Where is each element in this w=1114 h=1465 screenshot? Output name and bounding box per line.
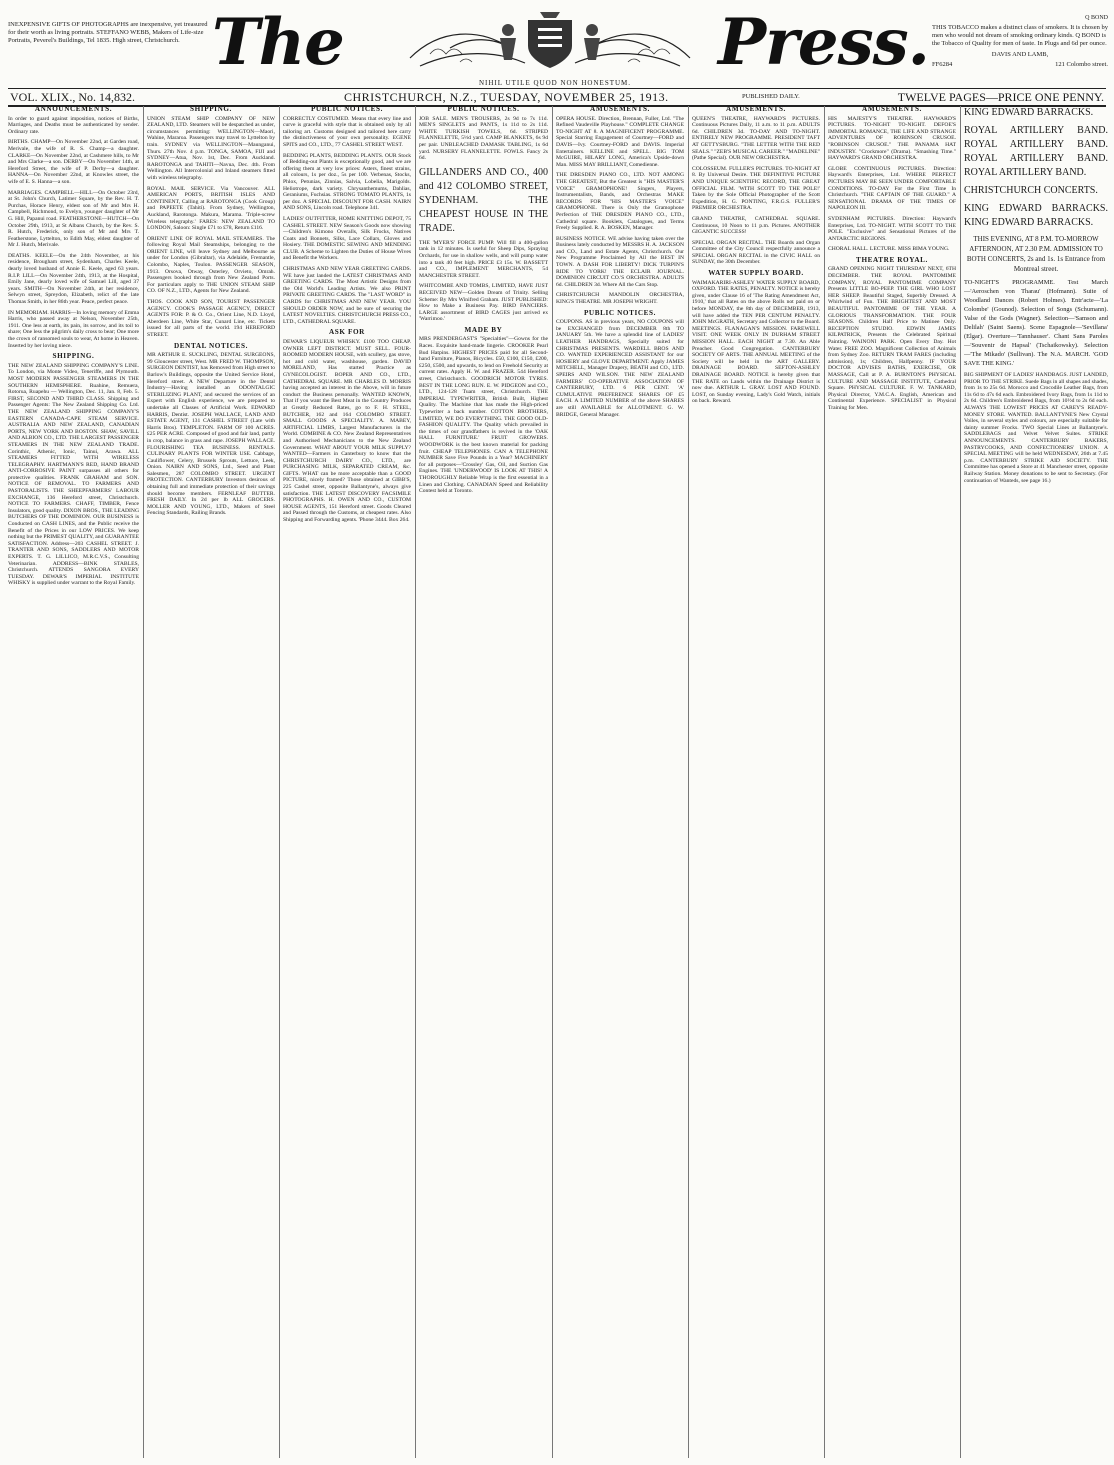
masthead-left-ad-text: INEXPENSIVE GIFTS OF PHOTOGRAPHS are inexpensive, yet treasured for their worth as living portraits. STEFFANO WEBB, Makers of Life-size Portraits, Peverel's Buildings, Tel 1835. High street, Christchurch. [8,20,208,44]
column-heading: ANNOUNCEMENTS. [34,106,113,113]
column-rule [415,106,416,1458]
column-public-notices-2 [419,106,548,1458]
column-amusements-1 [556,106,684,1458]
shipping-and-trade-ads: THE NEW ZEALAND SHIPPING COMPANY'S LINE. To London, via Monte Video, Teneriffe, and Plymouth. MOST MODERN PASSENGER STEAMERS IN THE SOUTHERN HEMISPHERE. Ruahine, Remuera, Rotorua, Ruapehu — Wellington, Dec. 11, Jan. 8, Feb. 5. FIRST, SECOND AND THIRD CLASS. Shipping and Passenger Agents: The New Zealand Shipping Co. Ltd. THE NEW ZEALAND SHIPPING COMPANY'S EASTERN CANADA-CAPE STEAM SERVICE. AUSTRALIA AND NEW ZEALAND, CANADIAN PORTS, NEW YORK AND BOSTON. SHAW, SAVILL AND ALBION CO., LTD. THE LARGEST PASSENGER STEAMERS IN THE NEW ZEALAND TRADE. Corinthic, Athenic, Ionic, Tainui, Arawa. ALL STEAMERS FITTED WITH WIRELESS TELEGRAPHY. HARTMANN'S RED, HAND BRAND ANTI-CORROSIVE PAINT surpasses all others for protective qualities. FRANK GRAHAM and SON. NOTICE OF REMOVAL. TO FARMERS AND PASTORALISTS. THE SHEEPFARMERS' LABOUR EXCHANGE, 136 Hereford street, Christchurch. NOTICE TO FARMERS. CHAFF, TIMBER, Fence Insulators, good quality. DIXON BROS., THE LEADING BUTCHERS OF THE DOMINION. OUR BUSINESS is Conducted on CASH LINES, and the Public receive the Benefit of the Prices in our LOW PRICES. We keep nothing but the PRIMEST QUALITY, and GUARANTEE SATISFACTION. Address—203 CASHEL STREET. J. TRANTER AND SONS, SADDLERS AND MOTOR EXPERTS. T. G. LILLICO, M.R.C.V.S., Consulting Veterinarian. ADDRESS—BINK STABLES, Christchurch. ATTENDS SANGORA EVERY TUESDAY. DEWAR'S IMPERIAL INSTITUTE WHISKY is supplied under warrant to the Royal Family. [8,362,139,587]
column-subheading: DENTAL NOTICES. [174,341,248,350]
column-announcements [8,106,139,1458]
column-subheading: PUBLIC NOTICES. [583,308,657,317]
masthead-title-right: Press. [718,5,929,80]
job-sale-ad: JOB SALE. MEN'S TROUSERS, 2s 9d to 7s 11d. MEN'S SINGLETS and PANTS, 1s 11d to 2s 11d. WHITE TURKISH TOWELS, 6d. STRIPED FLANNELETTE, 5½d yard. CAMP BLANKETS, 6s 9d per pair. UNBLEACHED DAMASK TABLING, 1s 6d yard. NURSERY FLANNELETTE. FOWLS. Fancy 2s 6d. [419,115,548,162]
tailoring-ad: CORRECTLY COSTUMED. Means that every line and curve is graceful with style that is obtained only by all tailoring art. Customs designed and tailored here carry the distinctiveness of your own personality. EGENE SPITS and CO., LTD., 77 CASHEL STREET WEST. [283,115,411,148]
right-ad-body: THIS TOBACCO makes a distinct class of smokers. It is chosen by men who would not dream of smoking ordinary kinds. Q BOND is the Tobacco of Quality for men of taste. In Plugs and 6d per ounce. [932,24,1108,47]
column-rule [279,106,280,1458]
organ-recital-ad: SPECIAL ORGAN RECITAL. THE Boards and Organ Committee of the City Council respectfully announce a SPECIAL ORGAN RECITAL in the CIVIC HALL on SUNDAY, the 30th December. [692,239,820,266]
masthead-right-ad [932,14,1108,69]
globe-pictures-ad: GLOBE CONTINUOUS PICTURES. Direction: Hayward's Enterprises, Ltd. WHERE PERFECT PICTURES MAY BE SEEN UNDER COMFORTABLE CONDITIONS. TO-DAY For the First Time In Christchurch. "THE CAPTAIN OF THE GUARD." A SENSATIONAL DRAMA OF THE TIMES OF NAPOLEON III. [828,165,956,212]
ladies-outfitter-ad: LADIES' OUTFITTER, HOME KNITTING DEPOT, 75 CASHEL STREET. NEW Season's Goods now showing—Children's Kimono Overalls, Silk Frocks, Natives Coats and Bonnets, Silks, Lace Collars, Gloves and Hosiery. THE DOMESTIC SEWING AND MENDING CLUB. A Scheme to Lighten the Duties of House Wives and Benefit the Workers. [283,215,411,262]
right-ad-footer [932,61,1108,69]
concert-times: THIS EVENING, AT 8 P.M. TO-MORROW AFTERNOON, AT 2.30 P.M. ADMISSION TO BOTH CONCERTS, 2s and 1s. 1s Entrance from Montreal street. [966,235,1106,273]
volume-number: VOL. XLIX., No. 14,832. [10,90,135,104]
right-ad-title: Q BOND [1085,15,1108,21]
king-edward-barracks-heading: KING EDWARD BARRACKS. [964,107,1094,118]
column-heading: SHIPPING. [190,106,232,113]
column-amusements-2 [692,106,820,1458]
column-rule [143,106,144,1458]
dateline [8,88,1106,107]
column-heading: PUBLIC NOTICES. [310,106,384,113]
masthead-motto: NIHIL UTILE QUOD NON HONESTUM. [478,79,632,87]
business-notice-ad: BUSINESS NOTICE. WE advise having taken over the Business lately conducted by MESSRS H. A. JACKSON and CO., Land and Estate Agents, Christchurch. Our New Programme Proclaimed by All the BEST IN TOWN. A DASH FOR LIBERTY! DICK TURPIN'S RIDE TO YORK! THE ECLAIR JOURNAL. DOMINION CIRCUIT CO.'S ORCHESTRA. ADULTS 6d. CHILDREN 3d. Where All the Cars Stop. [556,235,684,288]
barracks-repeat-block: KING EDWARD BARRACKS. KING EDWARD BARRACKS. [964,203,1108,228]
column-subheading: THEATRE ROYAL. [856,255,928,264]
masthead-left-ad [8,14,213,51]
board-notices-ads: WAIMAKARIRI-ASHLEY WATER SUPPLY BOARD, OXFORD. THE RATES, PENALTY. NOTICE is hereby given, under Clause 16 of 'The Rating Amendment Act, 1910,' that all Rates on the above Rolls not paid on or before MONDAY, the 8th day of DECEMBER, 1913, will have added the TEN PER CENTUM PENALTY. JOHN McGRATH, Secretary and Collector to the Board. MEETINGS. FLANAGAN'S MISSION. FAREWELL VISIT. ONE WEEK ONLY IN DURHAM STREET MISSION HALL. EACH NIGHT at 7.30. An Able Preacher. Good Congregation. CANTERBURY SOCIETY OF ARTS. THE ANNUAL MEETING of the Society will be held in the ART GALLERY. DRAINAGE BOARD. SEFTON-ASHLEY DRAINAGE BOARD. NOTICE is hereby given that THE RATE on Lands within the Drainage District is now due. ARTHUR L. GRAY. LOST AND FOUND. LOST, on Sunday evening, Lady's Gold Watch, initials on back. Reward. [692,279,820,405]
column-heading: AMUSEMENTS. [726,106,786,113]
place-and-date: CHRISTCHURCH, N.Z., TUESDAY, NOVEMBER 25, 1913. [344,90,669,104]
grand-theatre-ad: GRAND THEATRE, CATHEDRAL SQUARE. Continuous, 10 Noon to 11 p.m. Pictures. ANOTHER GIGANTIC SUCCESS! [692,215,820,236]
right-ad-code: FF6284 [932,61,953,68]
handbags-and-wanteds-ads: BIG SHIPMENT OF LADIES' HANDBAGS. JUST LANDED, PRIOR TO THE STRIKE. Suede Bags in all shapes and shades, from 1s to 25s 6d. Morocco and Crocodile Leather Bags, from 11s 6d to 47s 6d each. Embroidered Ivory Bags, from 1s 11d to 2s 6d. Children's Embroidered Bags, from 10½d to 2s 6d each. ALWAYS THE LOWEST PRICES AT CAREY'S READY-MONEY STORE. WANTED. BALLANTYNE'S New Crystal Voiles, in several styles and colours, are especially suitable for dainty summer Frocks. TWO Special Lines at Ballantyne's. SADDLEBAGS and Velvet Velvet Suites. STRIKE ANNOUNCEMENTS. CANTERBURY BAKERS, PASTRYCOOKS, AND CONFECTIONERS' UNION. A SPECIAL MEETING will be held WEDNESDAY, 26th at 7.45 p.m. CANTERBURY STRIKE AID SOCIETY. THE Committee has opened a Store at 41 Manchester street, opposite Railway Station. Money donations to be sent to Secretary. (For continuation of Wanteds, see page 16.) [964,372,1108,484]
theatre-and-culture-ads: GRAND OPENING NIGHT THURSDAY NEXT, 6TH DECEMBER. THE ROYAL PANTOMIME COMPANY, ROYAL PANTOMIME COMPANY Presents LITTLE BO-PEEP. THE GIRL WHO LOST HER SHEEP. Beautiful Staged, Superbly Dressed. A Whirlwind of Fun. THE BRIGHTEST AND MOST BEAUTIFUL PANTOMIME OF THE YEAR. A GLORIOUS TRANSFORMATION. THE FOUR SEASONS. Children Half Price to Matinee Only. RECEPTION STUDIO. EDWIN JAMES KILPATRICK, Presents the Celebrated Spiritual Painting. WAINONI PARK. Open Every Day. Hot Water. FREE ZOO. Magnificent Collection of Animals from Sydney Zoo. RETURN TRAM FARES (including admission), 1s; Children, Halfpenny. IF YOUR DOCTOR ADVISES BATHS, EXERCISE, OR MASSAGE, Call at P. A. BURNTON'S PHYSICAL CULTURE AND MASSAGE INSTITUTE, Cathedral Square. PHYSICAL CULTURE. F. W. TANKARD, Physical Director, Y.M.C.A. English, American and Continental Experience. SPECIALIST in Physical Training for Men. [828,266,956,411]
concert-programme: TO-NIGHT'S PROGRAMME. Test March—'Aeroschen von Tharau' (Hofmann). Suite of Woodland Dances (Robert Holmes). Entr'acte—'La Colombe' (Gounod). Selection of Songs (Schumann). Valse of the Gods (Wagner). Selection—'Samson and Delilah' (Saint Saens). Scene Espagnole—'Sevillana' (Elgar). Overture—'Tannhauser'. Chant Sans Paroles—'Souvenir de Hapsal' (Tschaikowsky). Selection—'The Mikado' (Sullivan). The N.A. MARCH. 'GOD SAVE THE KING.' [964,279,1108,367]
his-majestys-theatre-ad: HIS MAJESTY'S THEATRE. HAYWARD'S PICTURES. TO-NIGHT TO-NIGHT. DEFOE'S IMMORTAL ROMANCE, THE LIFE AND STRANGE ADVENTURES OF ROBINSON CRUSOE. "ROBINSON CRUSOE." THE PANAMA HAT INDUSTRY. "Crockmore" (Drama). "Smashing Time." HAYWARD'S GRAND ORCHESTRA. [828,115,956,162]
marriages-block: MARRIAGES. CAMPBELL—HILL—On October 23rd, at St. John's Church, Latimer Square, by the Rev. H. T. Purchas, Horace Henry, eldest son of Mr and Mrs H. Campbell, Richmond, to Evelyn, younger daughter of Mr G. Hill, Papanui road. FEATHERSTONE—HUTCH—On October 29th, 1913, at St Albans Church, by the Rev. S. R. Hutch, Frederick, only son of Mr and Mrs T. Featherstone, Lyttelton, to Edith May, eldest daughter of Mr J. Hutch, Merivale. [8,189,139,249]
sydenham-pictures-ad: SYDENHAM PICTURES. Direction: Hayward's Enterprises, Ltd. TO-NIGHT. WITH SCOTT TO THE POLE. "Exclusive" and Sensational Pictures of the ANTARCTIC REGIONS. [828,215,956,242]
queens-theatre-ad: QUEEN'S THEATRE, HAYWARD'S PICTURES. Continuous Pictures Daily, 11 a.m. to 11 p.m. ADULTS 6d. CHILDREN 3d. TO-DAY AND TO-NIGHT. ENTIRELY NEW PROGRAMME. PRESIDENT TAFT AT GETTYSBURG. "THE LETTER WITH THE RED SEALS." "ZEB'S MUSICAL CAREER." "MADELINE" (Pathe Special). OUR NEW ORCHESTRA. [692,115,820,162]
whitcombe-tombs-ad: WHITCOMBE AND TOMBS, LIMITED, HAVE JUST RECEIVED NEW—Golden Dream of Trinity. Selling Scheme: By Mrs Winifred Graham. JUST PUBLISHED: How to Make a Business Pay. BIRD FANCIERS. LARGE assortment of BIRD CAGES just arrived ex 'Warrimoo.' [419,283,548,323]
column-barracks-concerts [964,106,1108,1458]
colosseum-ad: COLOSSEUM. FULLER'S PICTURES. TO-NIGHT AT 8. By Universal Desire. THE DEFINITIVE PICTURE AND UNIQUE SCIENTIFIC RECORD, THE GREAT OFFICIAL FILM. 'WITH SCOTT TO THE POLE!' Taken by the Sole Official Photographer of the Scott Expedition, H. G. PONTING, F.R.G.S. FULLER'S PREMIER ORCHESTRA. [692,165,820,212]
dental-and-trade-ads: MR ARTHUR E. SUCKLING, DENTAL SURGEONS, 99 Gloucester street, West. MR FRED W. THOMPSON, SURGEON DENTIST, has Removed from High street to Barlow's Buildings, opposite the United Service Hotel, Hereford street. A NEW Departure in the Dental Industry—Having installed an ODONTALGIC STERILIZING PLANT, and secured the services of an Expert with English experience, we are prepared to undertake all Classes of Artificial Work. EDWARD HARRIS, Dentist. JOSEPH WALLACE, LAND AND ESTATE AGENT, 131 CASHEL STREET (Late with Harris Bros). TEMPLETON. FARM OF 100 ACRES. £25 PER ACRE. Composed of good and fair land, partly in crop, balance in grass and rape. JOSEPH WALLACE. FLOURISHING TEA BUSINESS. RENTALS. CULINARY PLANTS FOR WINTER USE. Cabbage, Cauliflower, Celery, Brussels Sprouts, Lettuce, Leek, Onion. NAIRN AND SONS, Ltd., Seed and Plant Salesmen, 287 COLOMBO STREET. URGENT PROTECTION. CANTERBURY Investors desirous of obtaining full and immediate protection of their savings should become members. FERNLEAF BUTTER. FRESH DAILY. In 2d per lb ALL GROCERS. MOLLER AND YOUNG, LTD., Makers of Steel Fencing Standards, Railing Brands. [147,352,275,517]
right-ad-tail: DAVIS AND LAMB, [991,51,1049,58]
masthead-title-left: The [212,5,344,80]
column-heading: PUBLIC NOTICES. [447,106,520,113]
deaths-block: DEATHS. KEELE—On the 24th November, at his residence, Brougham street, Sydenham, Charles Keele, dearly loved husband of Annie E. Keele, aged 63 years. R.I.P. LILL—On November 24th, 1913, at the Hospital, Emily Jane, dearly loved wife of Samuel Lill, aged 37 years. SMITH—On November 24th, at her residence, Selwyn street, Spreydon, Elizabeth, relict of the late Thomas Smith, in her 86th year. Peace, perfect peace. [8,252,139,306]
gramophone-ad: THE DRESDEN PIANO CO., LTD. NOT AMONG THE GREATEST, But the Greatest is "HIS MASTER'S VOICE" GRAMOPHONE! Singers, Players, Instrumentalists, Bands, and Orchestras MAKE RECORDS FOR "HIS MASTER'S VOICE" GRAMOPHONE. There is Only the Gramophone Perfection of THE DRESDEN PIANO CO., LTD., Cathedral square. Booklets, Catalogues, and Terms Freely Supplied. R. A. BOSKEN, Manager. [556,172,684,232]
publication-frequency: PUBLISHED DAILY. [742,93,800,100]
column-rule [688,106,689,1458]
column-heading: AMUSEMENTS. [590,106,650,113]
trade-ads: MRS PRENDERGAST'S "Specialties"—Gowns for the Races. Exquisite hand-made lingerie. CROOKER Pearl Bud Hatpins. HIGHEST PRICES paid for all Second-hand Furniture, Pianos, Bicycles. £50, £100, £150, £200, £250, £500, and upwards, to lend on Freehold Security at current rates. Apply H. W. and FRAZER. 544 Hereford street, Christchurch. GOODRICH MOTOR TYRES. BEST IN THE LONG RUN. E. W. PIDGEON and CO., LTD., 124-128 Tuam street, Christchurch. THE IMPERIAL TYPEWRITER, British Built, Highest Quality. The Machine that has made the High-priced Typewriter a back number. COTTON BROTHERS, LIMITED, WE DO EVERYTHING. THE GOOD OLD-FASHION QUALITY. The Quality which prevailed in the times of our grandfathers is revived in the 'OAK HALL FURNITURE.' FRUIT GROWERS. WOODWORK is the best known material for packing fruit. CHEAP TELEPHONES. CAN A TELEPHONE NUMBER Save Five Pounds in a Year? MACHINERY for all purposes—'Crossley' Gas, Oil, and Suction Gas Engines. THE 'UNDERWOOD' IS LOOK AT THIS! A THOROUGHLY Reliable Wrap is the first essential in a Linen and Clothing. CANADIAN Speed and Reliability Contest held at Toronto. [419,336,548,495]
notice-block: In order to guard against imposition, notices of Births, Marriages, and Deaths must be authenticated by sender. Ordinary rate. [8,115,139,135]
thos-cook-ad: THOS. COOK AND SON, TOURIST PASSENGER AGENCY. COOK'S PASSAGE AGENCY, DIRECT AGENTS FOR: P. & O. Co., Orient Line, N.D. Lloyd, Aberdeen Line, White Star, Cunard Line, etc. Tickets issued for all parts of the world. 194 HEREFORD STREET. [147,299,275,338]
public-notices-ads: COUPONS. AS in previous years, NO COUPONS will be EXCHANGED from DECEMBER 8th TO JANUARY 5th. We have a splendid line of LADIES' LEATHER HANDBAGS, Specially suited for CHRISTMAS PRESENTS. WARDELL BROS AND CO. WANTED EXPERIENCED ASSISTANT for our HOSIERY and GLOVE DEPARTMENT. Apply JAMES MITCHELL, Manager Drapery, BEATH and CO., LTD. SPEIRS AND WILSON. THE NEW ZEALAND FARMERS' CO-OPERATIVE ASSOCIATION OF CANTERBURY, LTD. 6 PER CENT. 'A' CUMULATIVE PREFERENCE SHARES OF £5 EACH. A LIMITED NUMBER of the above SHARES are still AVAILABLE for ALLOTMENT. G. W. BRIDGE, General Manager. [556,319,684,418]
gillanders-ad: GILLANDERS AND CO., 400 and 412 COLOMBO STREET, SYDENHAM. THE CHEAPEST HOUSE IN THE TRADE. [419,166,548,234]
column-amusements-3 [828,106,956,1458]
column-subheading: SHIPPING. [52,352,95,361]
column-subheading: MADE BY [464,325,503,334]
column-rule [552,106,553,1458]
opera-house-ad: OPERA HOUSE. Direction, Brennan, Fuller, Ltd. "The Refined Vaudeville Playhouse." COMPLETE CHANGE TO-NIGHT AT 8. A MAGNIFICENT PROGRAMME. Special Starring Engagement of Courtney—FORD and DAVIS—Ivy. Courtney-FORD and DAVIS. Imperial Entertainers. KELLINE and SPELL. BIG TOM McGUIRE, HILARY LONG, America's Upside-down Man. MISS MAY BRILLIANT, Comedienne. [556,115,684,168]
right-ad-address: 121 Colombo street. [1055,61,1108,68]
mandolin-orchestra-ad: CHRISTCHURCH MANDOLIN ORCHESTRA, KING'S THEATRE. MR JOSEPH WRIGHT. [556,292,684,306]
orient-line-ad: ORIENT LINE OF ROYAL MAIL STEAMERS. The following Royal Mail Steamships, belonging to the ORIENT LINE, will leave Sydney and Melbourne as under for London (Gibraltar), via Adelaide, Fremantle, Colombo, Naples, Toulon. PASSENGER SEASON, 1913. Orsova, Otway, Osterley, Orvieto, Omrah. Passengers booked through from New Zealand Ports. For particulars apply to THE UNION STEAM SHIP CO. OF N.Z., LTD., Agents for New Zealand. [147,235,275,295]
births-block: BIRTHS. CHAMP—On November 22nd, at Garden road, Merivale, the wife of R. S. Champ—a daughter. CLARKE—On November 22nd, at Cashmere hills, to Mr and Mrs Clarke—a son. DERBY—On November 14th, at Hereford Street, the wife of P. Derby—a daughter. HANNA—On November 22nd, at Knowles street, the wife of E. S. Hanna—a son. [8,139,139,185]
choral-hall-ad: CHORAL HALL. LECTURE. MISS BIMA YOUNG. [828,246,950,253]
royal-artillery-band-block: ROYAL ARTILLERY BAND. ROYAL ARTILLERY BAND. ROYAL ARTILLERY BAND. ROYAL ARTILLERY BAND. [964,125,1108,178]
page-count-and-price: TWELVE PAGES—PRICE ONE PENNY. [897,90,1104,104]
christchurch-concerts-heading: CHRISTCHURCH CONCERTS. [964,185,1098,196]
column-shipping [147,106,275,1458]
force-pump-ad: THE 'MYER'S' FORCE PUMP. Will fill a 400-gallon tank in 12 minutes. Is useful for Sheep Dips, Spraying Orchards, for use in shallow wells, and will pump water into a tank 40 feet high. PRICE £3 15s. W. BASSETT and CO., IMPLEMENT MERCHANTS, 54 MANCHESTER STREET. [419,239,548,279]
column-rule [960,106,961,1458]
bedding-plants-ad: BEDDING PLANTS, BEDDING PLANTS. OUR Stock of Bedding-out Plants is exceptionally good, and we are offering them at very low prices: Asters, finest strains, all colours, 1s per doz., 5s per 100. Verbenas, Stocks, Phlox, Petunias, Zinnias, Salvia, Lobelia, Marigolds. Heliotrope, dark variety. Chrysanthemums, Dahlias, Geraniums, Fuchsias. STRONG TOMATO PLANTS, 1s per doz. A SPECIAL DISCOUNT FOR CASH. NAIRN AND SONS, Lincoln road. Telephone 341. [283,152,411,212]
in-memoriam-block: IN MEMORIAM. HARRIS—In loving memory of Emma Harris, who passed away at Nelson, November 25th, 1911. One less at earth, its pain, its sorrow, and its toil to share; One less the pilgrim's daily cross to bear; One more the crown of ransomed souls to wear, At home in Heaven. Inserted by her loving niece. [8,309,139,349]
union-steam-ship-ad: UNION STEAM SHIP COMPANY OF NEW ZEALAND, LTD. Steamers will be despatched as under, circumstances permitting: WELLINGTON—Maori, Wahine, Mararoa. Passengers may travel to Lyttelton by train. SYDNEY via WELLINGTON—Maunganui, Thurs. 27th Nov. 4 p.m. TONGA, SAMOA, FIJI and SYDNEY—Atua, Nov. 1st, Dec. From Auckland. RAROTONGA and TAHITI—Navua, Dec. 4th. From Wellington. All Intercolonial and Inland steamers fitted with wireless telegraphy. [147,115,275,181]
column-rule [824,106,825,1458]
column-heading: AMUSEMENTS. [862,106,922,113]
royal-mail-service-ad: ROYAL MAIL SERVICE. Via Vancouver. ALL AMERICAN PORTS, BRITISH ISLES AND CONTINENT, Calling at RAROTONGA (Cook Group) and PAPEETE (Tahiti). From Sydney, Wellington, Auckland, Rarotonga. Makura, Marama. 'Triple-screw Wireless telegraphy.' FARES: NEW ZEALAND TO LONDON, Saloon: Single £71 to £78, Return £116. [147,185,275,232]
whisky-and-trade-ads: DEWAR'S LIQUEUR WHISKY. £100 TOO CHEAP. OWNER LEFT DISTRICT. MUST SELL. FOUR-ROOMED MODERN HOUSE, with scullery, gas stove, hot and cold water, washhouse, garden. DAVID MORELAND, Has started Practice as GYNECOLOGIST. BOPER AND CO., LTD., CATHEDRAL SQUARE. MR CHARLES D. MORRIS having accepted an interest in the Above, will in future conduct the Business personally. WANTED KNOWN, That if you want the Best Meat in the Country Produces at Greatly Reduced Rates, go to F. H. STEEL, BUTCHER, 162 and 164 COLOMBO STREET. SMALL GOODS A SPECIALITY. A. MABEY, ARTIFICIAL LIMBS, Largest Manufacturers in the World. COMBINE & CO. New Zealand Representatives and Authorised Mechanicians to the New Zealand Government. WHAT ABOUT YOUR MILK SUPPLY? WANTED—Farmers in Canterbury to know that the CHRISTCHURCH DAIRY CO., LTD., are PURCHASING MILK, SEPARATED CREAM, &c. GIFTS. WHAT can be more acceptable than a GOOD PICTURE, nicely framed? Those obtained at GIBB'S, 225 Cashel street, opposite Ballantyne's, always give satisfaction. THE LATEST DISCOVERY FACSIMILE PHOTOGRAPHS. H. OWEN AND CO., CUSTOM HOUSE AGENTS, 151 Hereford street. Goods Cleared and Passed through the Customs, at cheapest rates. Also Shipping and Forwarding agents. 'Phone 3444. Box 264. [283,339,411,524]
christmas-cards-ad: CHRISTMAS AND NEW YEAR GREETING CARDS. WE have just landed the LATEST CHRISTMAS AND GREETING CARDS. The Most Artistic Designs from the Old World's Leading Artists. We also PRINT PRIVATE GREETING CARDS. The "LAST WORD" in CARDS for CHRISTMAS AND NEW YEAR. YOU SHOULD ORDER NOW, and be sure of securing the LATEST NOVELTIES. CHRISTCHURCH PRESS CO., LTD., CATHEDRAL SQUARE. [283,266,411,325]
column-subheading: WATER SUPPLY BOARD. [708,269,804,278]
column-public-notices-1 [283,106,411,1458]
coat-of-arms-crest [400,8,700,74]
column-subheading: ASK FOR [329,328,365,337]
